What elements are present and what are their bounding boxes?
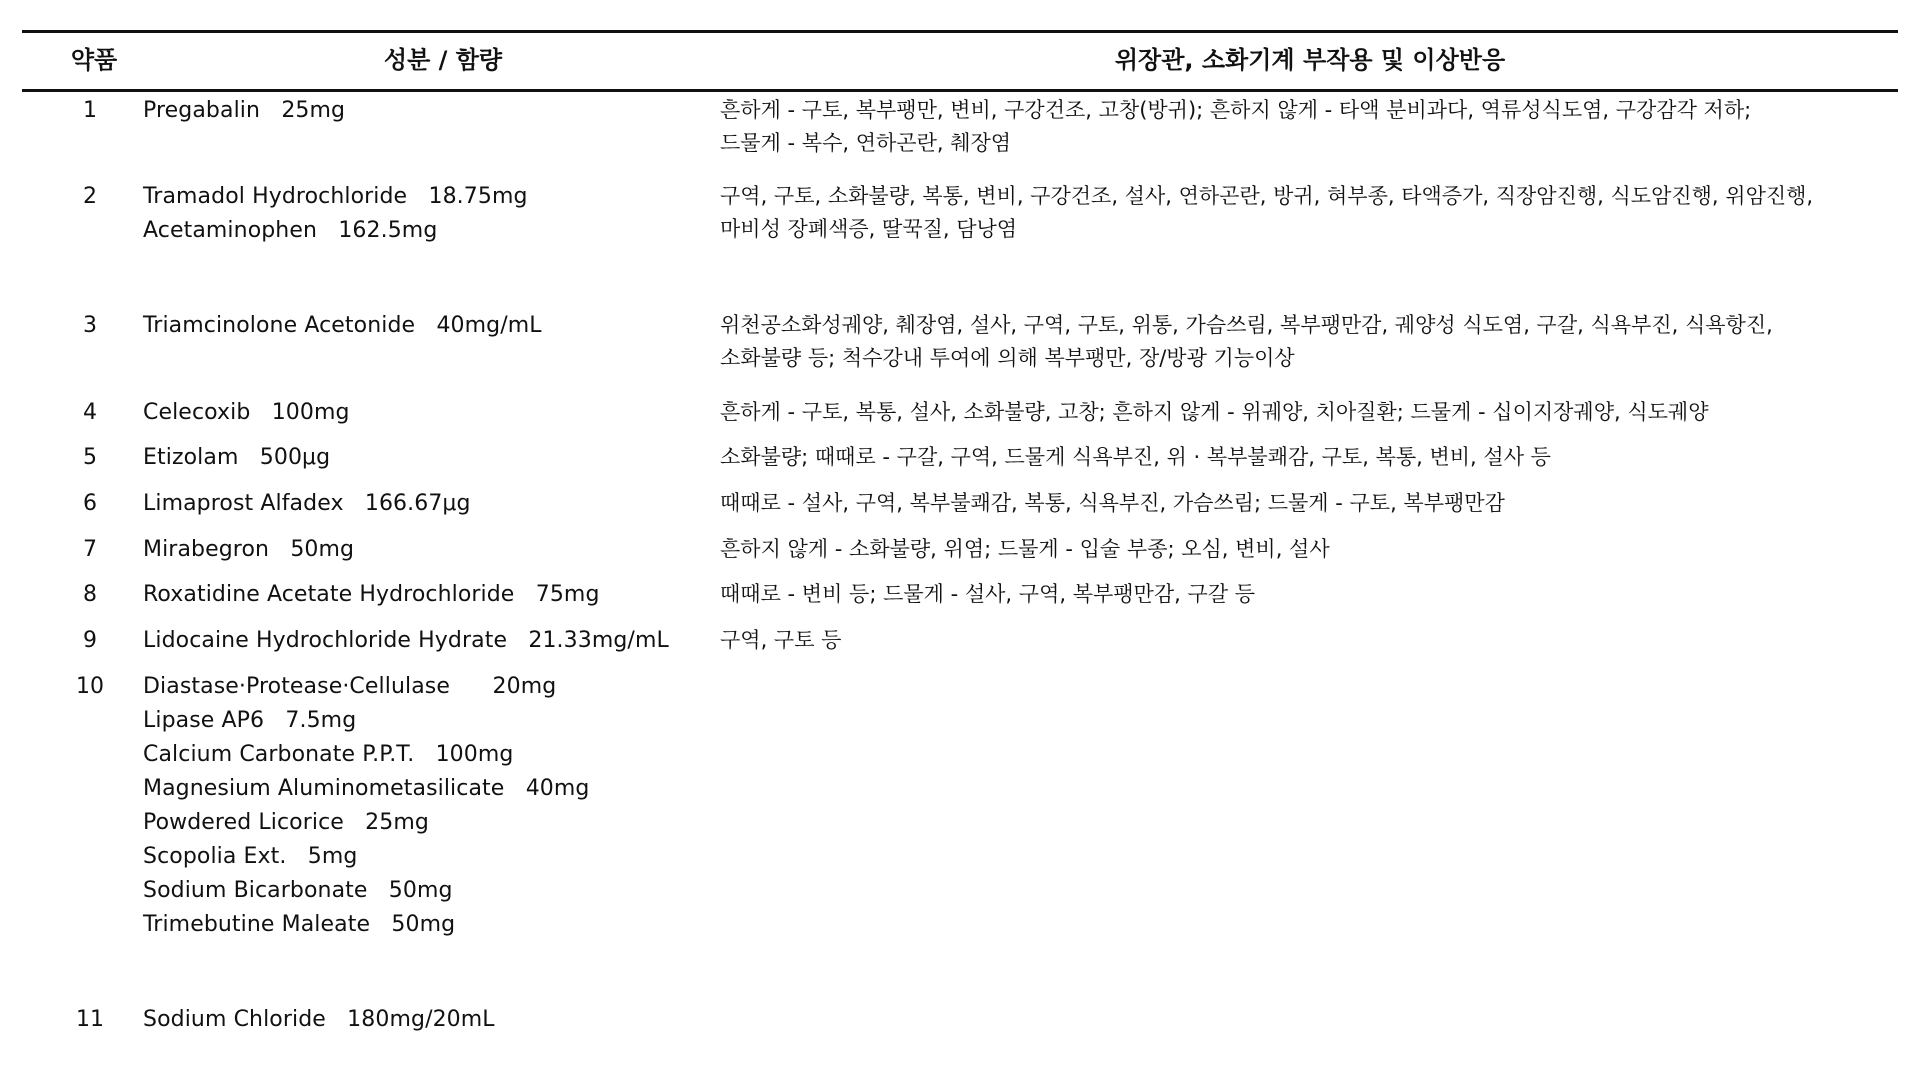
row-number: 9 [83, 628, 97, 653]
ingredient-line: Pregabalin 25mg [143, 98, 346, 123]
row-number: 6 [83, 491, 97, 516]
header-bottom-rule [22, 89, 1898, 92]
effects-line: 소화불량; 때때로 - 구갈, 구역, 드물게 식욕부진, 위 · 복부불쾌감, 구토, 복통, 변비, 설사 등 [720, 445, 1551, 469]
ingredient-line: Triamcinolone Acetonide 40mg/mL [143, 313, 542, 338]
ingredients-cell [143, 487, 703, 521]
effects-cell [720, 309, 1890, 375]
ingredient-line: Trimebutine Maleate 50mg [143, 912, 456, 937]
ingredients-cell [143, 1003, 703, 1037]
row-number: 2 [83, 184, 97, 209]
ingredients-cell [143, 396, 703, 430]
effects-cell [720, 487, 1890, 520]
effects-cell [720, 441, 1890, 474]
ingredients-cell [143, 533, 703, 567]
effects-cell [720, 533, 1890, 566]
effects-line: 흔하게 - 구토, 복부팽만, 변비, 구강건조, 고창(방귀); 흔하지 않게 - 타액 분비과다, 역류성식도염, 구강감각 저하; [720, 98, 1752, 122]
ingredient-line: Calcium Carbonate P.P.T. 100mg [143, 742, 514, 767]
effects-cell [720, 396, 1890, 429]
ingredient-line: Magnesium Aluminometasilicate 40mg [143, 776, 590, 801]
ingredients-cell [143, 309, 703, 343]
ingredients-cell [143, 578, 703, 612]
ingredients-cell [143, 670, 703, 942]
ingredient-line: Tramadol Hydrochloride 18.75mg [143, 184, 528, 209]
effects-line: 흔하게 - 구토, 복통, 설사, 소화불량, 고창; 흔하지 않게 - 위궤양, 치아질환; 드물게 - 십이지장궤양, 식도궤양 [720, 400, 1709, 424]
ingredient-line: Roxatidine Acetate Hydrochloride 75mg [143, 582, 600, 607]
ingredient-line: Lipase AP6 7.5mg [143, 708, 357, 733]
effects-cell [720, 624, 1890, 657]
effects-line: 마비성 장폐색증, 딸꾹질, 담낭염 [720, 217, 1018, 241]
ingredient-line: Etizolam 500μg [143, 445, 331, 470]
ingredients-cell [143, 441, 703, 475]
effects-cell [720, 94, 1890, 160]
effects-line: 드물게 - 복수, 연하곤란, 췌장염 [720, 131, 1012, 155]
effects-cell [720, 578, 1890, 611]
row-number: 1 [83, 98, 97, 123]
ingredient-line: Sodium Chloride 180mg/20mL [143, 1007, 495, 1032]
effects-line: 흔하지 않게 - 소화불량, 위염; 드물게 - 입술 부종; 오심, 변비, 설사 [720, 537, 1330, 561]
row-number: 4 [83, 400, 97, 425]
row-number: 8 [83, 582, 97, 607]
ingredient-line: Celecoxib 100mg [143, 400, 350, 425]
ingredient-line: Diastase·Protease·Cellulase 20mg [143, 674, 557, 699]
ingredients-cell [143, 180, 703, 248]
row-number: 11 [76, 1007, 104, 1032]
effects-line: 구역, 구토, 소화불량, 복통, 변비, 구강건조, 설사, 연하곤란, 방귀, 혀부종, 타액증가, 직장암진행, 식도암진행, 위암진행, [720, 184, 1814, 208]
ingredients-cell [143, 624, 703, 658]
effects-line: 위천공소화성궤양, 췌장염, 설사, 구역, 구토, 위통, 가슴쓰림, 복부팽만감, 궤양성 식도염, 구갈, 식욕부진, 식욕항진, [720, 313, 1773, 337]
header-ingredients: 성분 / 함량 [383, 46, 503, 74]
ingredient-line: Scopolia Ext. 5mg [143, 844, 358, 869]
ingredient-line: Powdered Licorice 25mg [143, 810, 429, 835]
row-number: 3 [83, 313, 97, 338]
row-number: 7 [83, 537, 97, 562]
ingredient-line: Sodium Bicarbonate 50mg [143, 878, 453, 903]
header-effects: 위장관, 소화기계 부작용 및 이상반응 [1114, 46, 1506, 74]
effects-line: 구역, 구토 등 [720, 628, 842, 652]
ingredient-line: Acetaminophen 162.5mg [143, 218, 438, 243]
row-number: 10 [76, 674, 104, 699]
effects-line: 때때로 - 설사, 구역, 복부불쾌감, 복통, 식욕부진, 가슴쓰림; 드물게 - 구토, 복부팽만감 [720, 491, 1505, 515]
ingredients-cell [143, 94, 703, 128]
effects-cell [720, 180, 1890, 246]
row-number: 5 [83, 445, 97, 470]
effects-line: 소화불량 등; 척수강내 투여에 의해 복부팽만, 장/방광 기능이상 [720, 346, 1295, 370]
effects-line: 때때로 - 변비 등; 드물게 - 설사, 구역, 복부팽만감, 구갈 등 [720, 582, 1256, 606]
ingredient-line: Mirabegron 50mg [143, 537, 355, 562]
ingredient-line: Lidocaine Hydrochloride Hydrate 21.33mg/mL [143, 628, 669, 653]
header-drug: 약품 [70, 46, 118, 74]
ingredient-line: Limaprost Alfadex 166.67μg [143, 491, 471, 516]
table-top-rule [22, 30, 1898, 33]
